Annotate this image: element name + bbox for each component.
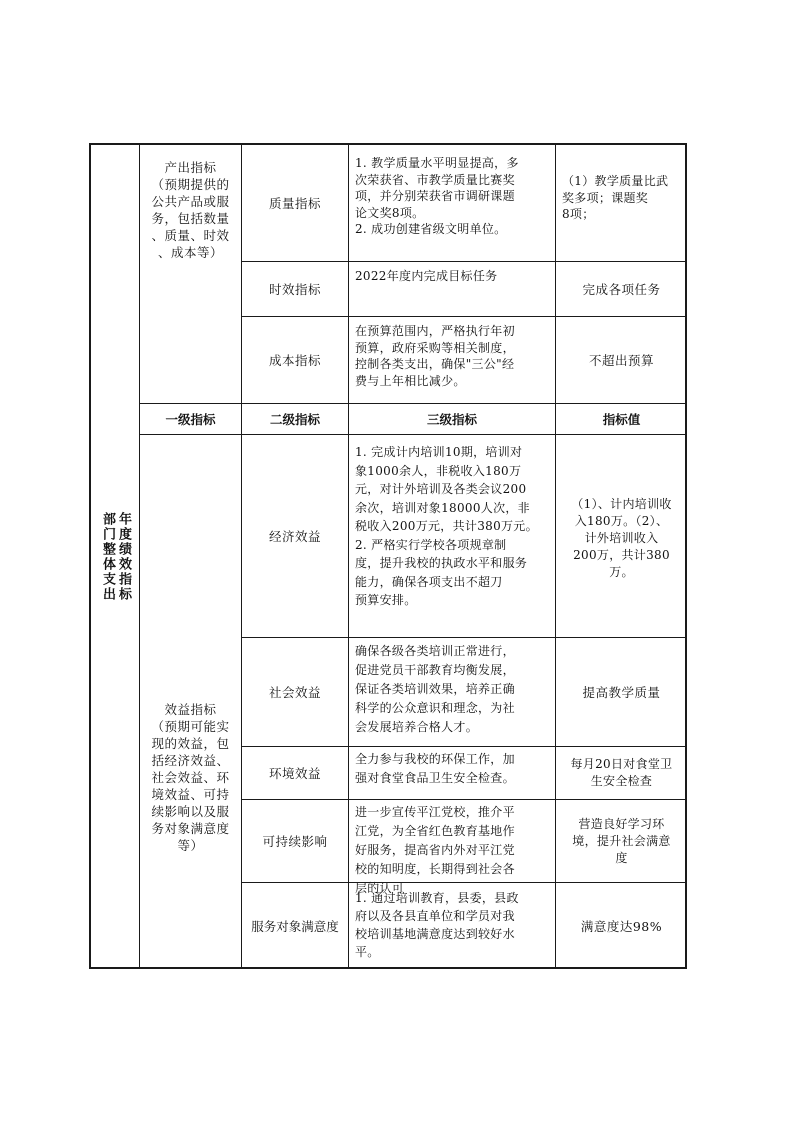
- environment-level3-cell: [348, 746, 555, 799]
- timeliness-level2: 时效指标: [268, 281, 321, 297]
- economic-value: （1）、计内培训收 入180万。（2）、 计外培训收入 200万，共计380万。: [571, 496, 672, 579]
- performance-table: [89, 143, 687, 969]
- satisfaction-level2: 服务对象满意度: [251, 918, 339, 934]
- economic-value-cell: [555, 434, 687, 637]
- social-level3: 确保各级各类培训正常进行， 促进党员干部教育均衡发展， 保证各类培训效果，培养正确 科学的公众意识和理念，为社 会发展培养合格人才。: [355, 644, 515, 734]
- quality-value: （1）教学质量比武 奖多项；课题奖 8项；: [562, 174, 669, 221]
- benefit-level1-text: 效益指标 （预期可能实 现的效益，包 括经济效益、 社会效益、环 境效益、可持 续影响以及服 务对象满意度 等）: [151, 701, 230, 853]
- environment-value-cell: [555, 746, 687, 799]
- header-level1-cell: [139, 403, 241, 434]
- environment-level2-cell: [241, 746, 348, 799]
- timeliness-level2-cell: [241, 261, 348, 316]
- cost-level3: 在预算范围内，严格执行年初 预算，政府采购等相关制度， 控制各类支出，确保"三公"经 费与上年相比减少。: [355, 324, 515, 388]
- header-level3: 三级指标: [426, 412, 477, 427]
- sustainability-value-cell: [555, 799, 687, 882]
- header-value-cell: [555, 403, 687, 434]
- sustainability-level2-cell: [241, 799, 348, 882]
- satisfaction-level3: 1. 通过培训教育，县委，县政 府以及各县直单位和学员对我 校培训基地满意度达到较好水 平。: [355, 891, 519, 959]
- satisfaction-value-cell: [555, 882, 687, 969]
- social-level2: 社会效益: [268, 684, 321, 700]
- social-value-cell: [555, 637, 687, 746]
- header-level3-cell: [348, 403, 555, 434]
- economic-level3-cell: [348, 434, 555, 637]
- social-level2-cell: [241, 637, 348, 746]
- sustainability-level3: 进一步宣传平江党校，推介平 江党，为全省红色教育基地作 好服务，提高省内外对平江党 校的知明度，长期得到社会各 层的认可: [355, 805, 515, 895]
- label-column-left: 部门整体支出: [100, 512, 115, 602]
- satisfaction-level2-cell: [241, 882, 348, 969]
- header-value: 指标值: [602, 412, 641, 427]
- cost-level3-cell: [348, 316, 555, 403]
- timeliness-level3: 2022年度内完成目标任务: [355, 269, 498, 283]
- environment-level2: 环境效益: [268, 765, 321, 781]
- department-label-cell: [91, 145, 139, 969]
- cost-value-cell: [555, 316, 687, 403]
- economic-level2: 经济效益: [268, 528, 321, 544]
- header-level1: 一级指标: [165, 412, 216, 427]
- department-label: [100, 512, 130, 602]
- output-level1-cell: [139, 145, 241, 403]
- environment-level3: 全力参与我校的环保工作，加 强对食堂食品卫生安全检查。: [355, 752, 515, 785]
- social-level3-cell: [348, 637, 555, 746]
- quality-level3: 1. 教学质量水平明显提高，多 次荣获省、市教学质量比赛奖 项，并分别荣获省市调研课题 论文奖8项。 2. 成功创建省级文明单位。: [355, 156, 519, 236]
- satisfaction-value: 满意度达98%: [580, 918, 663, 934]
- quality-value-cell: [555, 145, 687, 261]
- label-column-right: 年度绩效指标: [116, 512, 131, 602]
- cost-level2-cell: [241, 316, 348, 403]
- header-level2: 二级指标: [269, 412, 320, 427]
- quality-level2-cell: [241, 145, 348, 261]
- quality-level2: 质量指标: [268, 195, 321, 211]
- timeliness-value-cell: [555, 261, 687, 316]
- timeliness-value: 完成各项任务: [582, 281, 661, 297]
- sustainability-level2: 可持续影响: [262, 833, 328, 849]
- header-level2-cell: [241, 403, 348, 434]
- sustainability-level3-cell: [348, 799, 555, 895]
- cost-level2: 成本指标: [268, 352, 321, 368]
- environment-value: 每月20日对食堂卫 生安全检查: [570, 757, 673, 788]
- output-level1-text: 产出指标 （预期提供的 公共产品或服 务，包括数量 、质量、时效 、成本等）: [151, 160, 230, 260]
- satisfaction-level3-cell: [348, 882, 555, 969]
- cost-value: 不超出预算: [588, 352, 654, 368]
- benefit-level1-cell: [139, 434, 241, 969]
- sustainability-value: 营造良好学习环 境，提升社会满意 度: [572, 816, 671, 865]
- economic-level3: 1. 完成计内培训10期，培训对 象1000余人，非税收入180万 元，对计外培训及各类会议200 余次，培训对象18000人次，非 税收入200万元，共计380万元。 2. 严格实行学校各项规章制 度，提升我校的执政水平和服务 能力，确保各项支出不超刀 预算安排。: [355, 445, 538, 607]
- timeliness-level3-cell: [348, 261, 555, 316]
- social-value: 提高教学质量: [582, 684, 661, 700]
- quality-level3-cell: [348, 145, 555, 261]
- economic-level2-cell: [241, 434, 348, 637]
